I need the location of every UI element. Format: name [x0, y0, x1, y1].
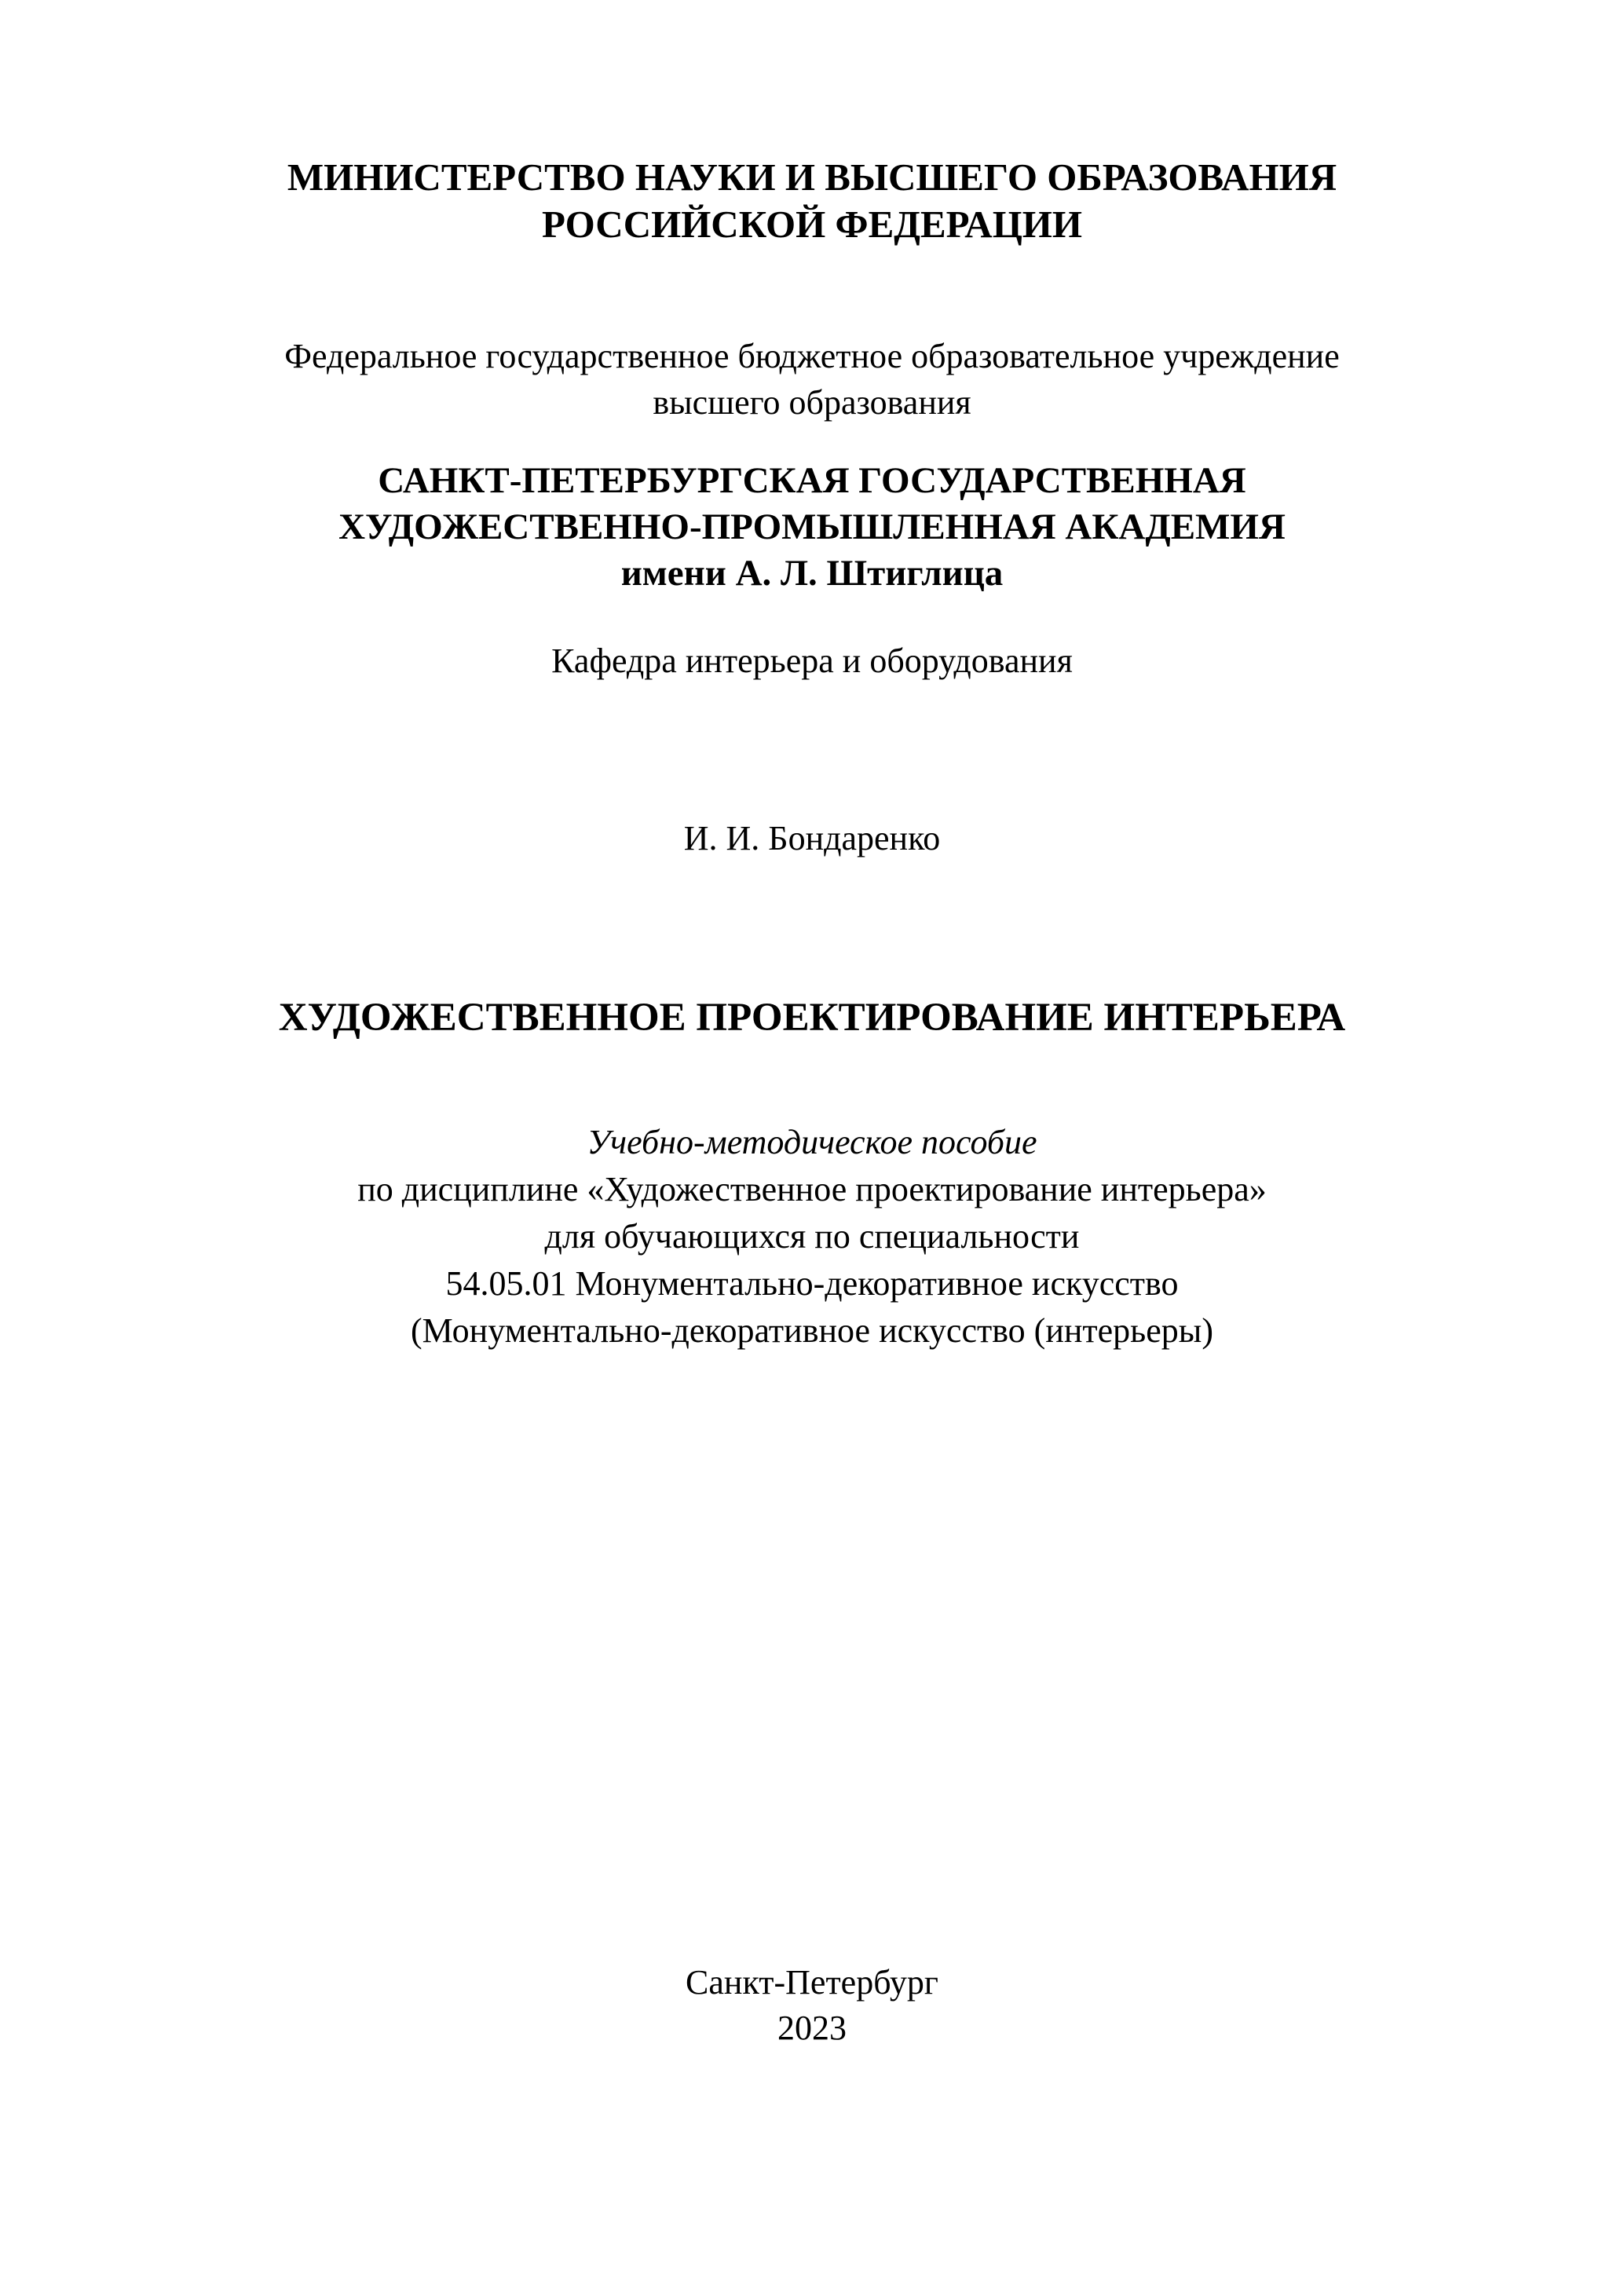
description-line-2: для обучающихся по специальности	[544, 1217, 1080, 1256]
academy-line-2: ХУДОЖЕСТВЕННО-ПРОМЫШЛЕННАЯ АКАДЕМИЯ	[338, 506, 1286, 547]
author-name	[0, 816, 1624, 861]
academy-line-3: имени А. Л. Штиглица	[620, 553, 1004, 594]
institution-type-line-1: Федеральное государственное бюджетное образовательное учреждение	[284, 337, 1340, 375]
document-title	[0, 993, 1624, 1042]
document-description	[0, 1119, 1624, 1355]
academy-name	[0, 458, 1624, 597]
publication-type: Учебно-методическое пособие	[587, 1123, 1037, 1161]
publication-place	[0, 1960, 1624, 2051]
department-line: Кафедра интерьера и оборудования	[551, 642, 1073, 680]
ministry-line-2: РОССИЙСКОЙ ФЕДЕРАЦИИ	[541, 203, 1083, 246]
description-line-3: 54.05.01 Монументально-декоративное искусство	[445, 1264, 1179, 1303]
institution-type	[0, 333, 1624, 426]
ministry-heading	[0, 154, 1624, 248]
year-line: 2023	[777, 2009, 847, 2047]
description-line-1: по дисциплине «Художественное проектирование интерьера»	[357, 1170, 1267, 1208]
title-line: ХУДОЖЕСТВЕННОЕ ПРОЕКТИРОВАНИЕ ИНТЕРЬЕРА	[278, 996, 1346, 1040]
city-line: Санкт-Петербург	[686, 1963, 938, 2002]
department-name	[0, 638, 1624, 684]
description-line-4: (Монументально-декоративное искусство (интерьеры)	[411, 1311, 1213, 1350]
institution-type-line-2: высшего образования	[653, 383, 971, 422]
academy-line-1: САНКТ-ПЕТЕРБУРГСКАЯ ГОСУДАРСТВЕННАЯ	[378, 460, 1246, 501]
author-line: И. И. Бондаренко	[683, 819, 941, 857]
ministry-line-1: МИНИСТЕРСТВО НАУКИ И ВЫСШЕГО ОБРАЗОВАНИЯ	[287, 155, 1337, 199]
